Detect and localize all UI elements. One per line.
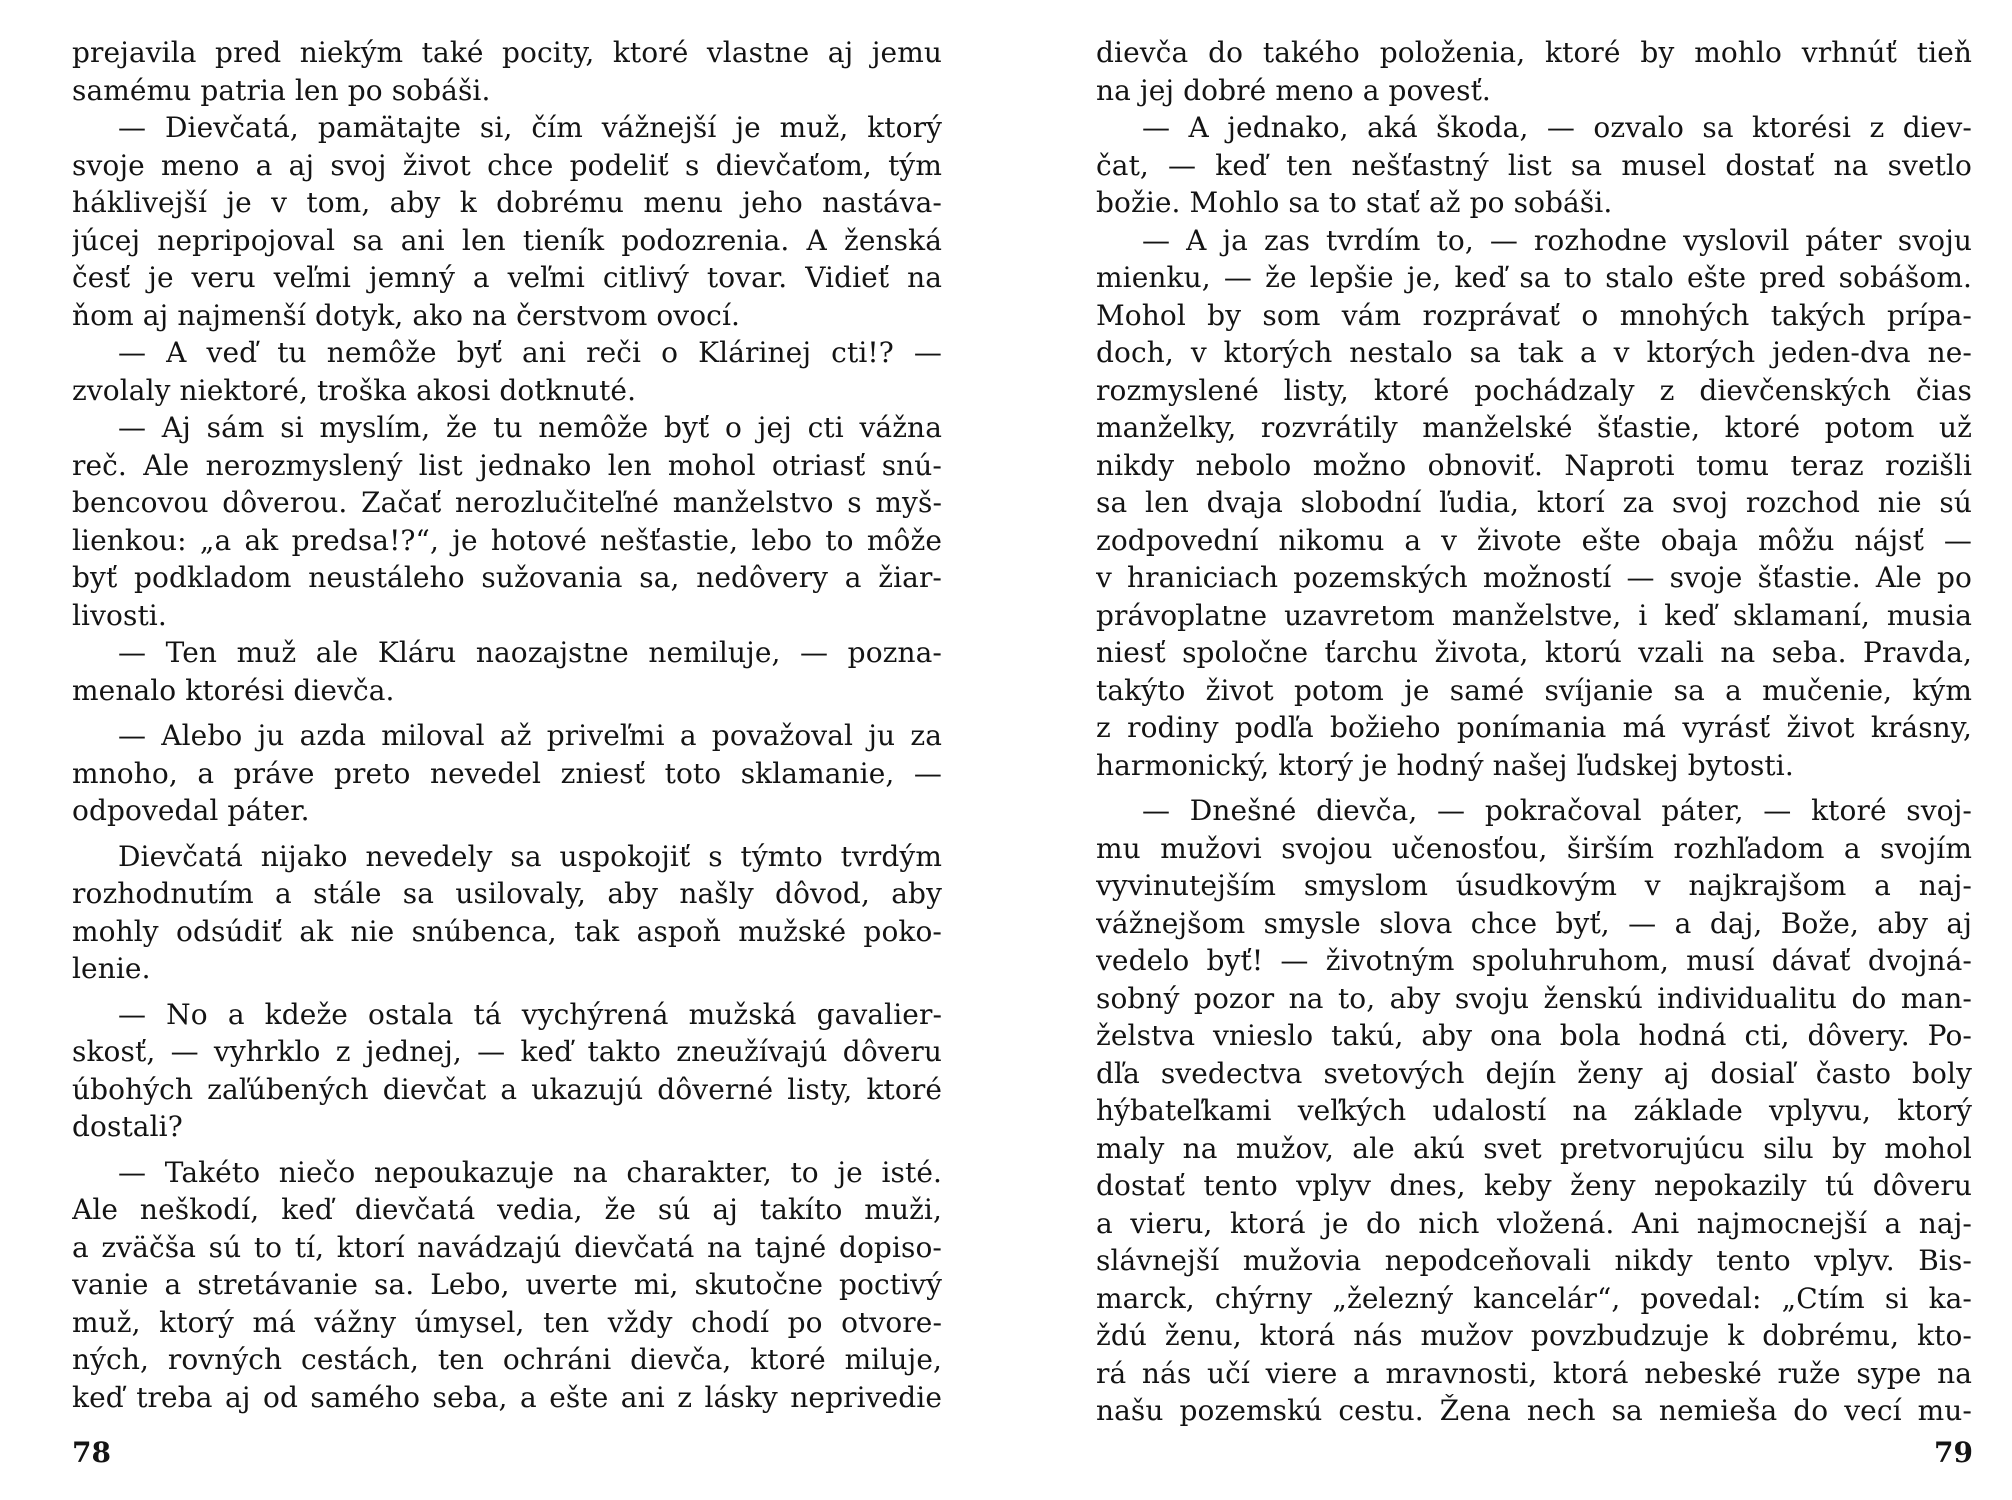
text-line: menalo ktorési dievča. xyxy=(72,673,395,707)
text-line: júcej nepripojoval sa ani len tieník podozrenia. A ženská xyxy=(72,223,942,257)
text-line: zvolaly niektoré, troška akosi dotknuté. xyxy=(72,373,637,407)
text-line: nikdy nebolo možno obnoviť. Naproti tomu teraz rozišli xyxy=(1096,448,1972,482)
text-line: keď treba aj od samého seba, a ešte ani z lásky neprivedie xyxy=(72,1380,942,1414)
text-line: odpovedal páter. xyxy=(72,794,310,827)
text-line: vanie a stretávanie sa. Lebo, uverte mi, skutočne poctivý xyxy=(72,1268,942,1301)
text-line: byť podkladom neustáleho sužovania sa, nedôvery a žiar- xyxy=(72,561,942,594)
page-number: 79 xyxy=(1934,1436,1973,1469)
text-line: — No a kdeže ostala tá vychýrená mužská gavalier- xyxy=(118,997,942,1031)
text-line: čat, — keď ten nešťastný list sa musel dostať na svetlo xyxy=(1096,148,1972,182)
text-line: želstva vnieslo takú, aby ona bola hodná cti, dôvery. Po- xyxy=(1096,1019,1972,1052)
text-line: a zväčša sú to tí, ktorí navádzajú dievčatá na tajné dopiso- xyxy=(72,1230,942,1264)
text-line: hýbateľkami veľkých udalostí na základe vplyvu, ktorý xyxy=(1096,1094,1972,1127)
text-line: dostať tento vplyv dnes, keby ženy nepokazily tú dôveru xyxy=(1096,1169,1972,1202)
text-line: Dievčatá nijako nevedely sa uspokojiť s týmto tvrdým xyxy=(118,839,942,873)
text-line: reč. Ale nerozmyslený list jednako len mohol otriasť snú- xyxy=(72,448,942,482)
left-page-text xyxy=(72,34,942,1416)
text-line: úbohých zaľúbených dievčat a ukazujú dôverné listy, ktoré xyxy=(72,1072,942,1106)
text-line: dievča do takého položenia, ktoré by mohlo vrhnúť tieň xyxy=(1096,36,1972,69)
text-line: na jej dobré meno a povesť. xyxy=(1096,73,1491,107)
text-line: mnoho, a práve preto nevedel zniesť toto sklamanie, — xyxy=(72,756,942,790)
text-line: božie. Mohlo sa to stať až po sobáši. xyxy=(1096,186,1613,219)
text-line: Mohol by som vám rozprávať o mnohých takých prípa- xyxy=(1096,298,1972,332)
text-line: marck, chýrny „železný kancelár“, povedal: „Ctím si ka- xyxy=(1096,1281,1972,1315)
text-line: mohly odsúdiť ak nie snúbenca, tak aspoň mužské poko- xyxy=(72,914,942,948)
text-line: lienkou: „a ak predsa!?“, je hotové nešťastie, lebo to môže xyxy=(72,523,942,557)
text-line: takýto život potom je samé svíjanie sa a mučenie, kým xyxy=(1096,673,1972,707)
page-number: 78 xyxy=(72,1436,111,1469)
text-line: harmonický, ktorý je hodný našej ľudskej bytosti. xyxy=(1096,748,1794,782)
text-line: rozmyslené listy, ktoré pochádzaly z dievčenských čias xyxy=(1096,373,1972,407)
text-line: maly na mužov, ale akú svet pretvorujúcu silu by mohol xyxy=(1096,1131,1972,1165)
text-line: rá nás učí viere a mravnosti, ktorá nebeské ruže sype na xyxy=(1096,1356,1972,1390)
text-line: livosti. xyxy=(72,598,167,632)
text-line: v hraniciach pozemských možností — svoje šťastie. Ale po xyxy=(1096,561,1972,594)
text-line: vyvinutejším smyslom úsudkovým v najkrajšom a naj- xyxy=(1096,869,1972,902)
text-line: česť je veru veľmi jemný a veľmi citlivý tovar. Vidieť na xyxy=(72,261,942,294)
text-line: slávnejší mužovia nepodceňovali nikdy tento vplyv. Bis- xyxy=(1096,1244,1972,1277)
text-line: — Aj sám si myslím, že tu nemôže byť o jej cti vážna xyxy=(118,411,942,444)
text-line: zodpovední nikomu a v živote ešte obaja môžu nájsť — xyxy=(1096,523,1972,557)
text-line: manželky, rozvrátily manželské šťastie, ktoré potom už xyxy=(1096,411,1972,444)
text-line: právoplatne uzavretom manželstve, i keď sklamaní, musia xyxy=(1096,598,1972,632)
text-line: sa len dvaja slobodní ľudia, ktorí za svoj rozchod nie sú xyxy=(1096,486,1972,519)
text-line: — Dnešné dievča, — pokračoval páter, — ktoré svoj- xyxy=(1142,794,1972,827)
text-line: ných, rovných cestách, ten ochráni dievča, ktoré miluje, xyxy=(72,1343,942,1376)
text-line: — Ten muž ale Kláru naozajstne nemiluje, — pozna- xyxy=(118,636,942,669)
text-line: prejavila pred niekým také pocity, ktoré vlastne aj jemu xyxy=(72,36,942,69)
text-line: — Dievčatá, pamätajte si, čím vážnejší je muž, ktorý xyxy=(118,111,942,144)
text-line: lenie. xyxy=(72,952,151,985)
text-line: skosť, — vyhrklo z jednej, — keď takto zneužívajú dôveru xyxy=(72,1035,942,1068)
text-line: svoje meno a aj svoj život chce podeliť s dievčaťom, tým xyxy=(72,148,942,182)
right-page-text xyxy=(1096,34,1972,1430)
text-line: ňom aj najmenší dotyk, ako na čerstvom ovocí. xyxy=(72,298,741,332)
text-line: sobný pozor na to, aby svoju ženskú individualitu do man- xyxy=(1096,981,1972,1015)
text-line: rozhodnutím a stále sa usilovaly, aby našly dôvod, aby xyxy=(72,877,942,910)
text-line: našu pozemskú cestu. Žena nech sa nemieša do vecí mu- xyxy=(1096,1394,1972,1427)
text-line: samému patria len po sobáši. xyxy=(72,73,491,107)
text-line: — Alebo ju azda miloval až priveľmi a považoval ju za xyxy=(118,719,942,752)
text-line: doch, v ktorých nestalo sa tak a v ktorých jeden-dva ne- xyxy=(1096,336,1972,369)
text-line: háklivejší je v tom, aby k dobrému menu jeho nastáva- xyxy=(72,186,942,219)
right-page xyxy=(1006,0,2012,1500)
text-line: niesť spoločne ťarchu života, ktorú vzali na seba. Pravda, xyxy=(1096,636,1972,669)
text-line: — A ja zas tvrdím to, — rozhodne vyslovil páter svoju xyxy=(1142,223,1972,257)
text-line: bencovou dôverou. Začať nerozlučiteľné manželstvo s myš- xyxy=(72,486,942,519)
text-line: Ale neškodí, keď dievčatá vedia, že sú aj takíto muži, xyxy=(72,1193,942,1226)
text-line: dostali? xyxy=(72,1110,183,1143)
text-line: z rodiny podľa božieho ponímania má vyrásť život krásny, xyxy=(1096,711,1972,744)
text-line: — A jednako, aká škoda, — ozvalo sa ktorési z diev- xyxy=(1142,111,1972,144)
text-line: mienku, — že lepšie je, keď sa to stalo ešte pred sobášom. xyxy=(1096,261,1972,294)
text-line: vážnejšom smysle slova chce byť, — a daj, Bože, aby aj xyxy=(1096,906,1972,940)
text-line: a vieru, ktorá je do nich vložená. Ani najmocnejší a naj- xyxy=(1096,1206,1972,1240)
text-line: mu mužovi svojou učenosťou, širším rozhľadom a svojím xyxy=(1096,831,1972,865)
text-line: vedelo byť! — životným spoluhruhom, musí dávať dvojná- xyxy=(1096,944,1972,977)
text-line: muž, ktorý má vážny úmysel, ten vždy chodí po otvore- xyxy=(72,1305,942,1339)
text-line: — A veď tu nemôže byť ani reči o Klárinej cti!? — xyxy=(118,336,942,369)
text-line: — Takéto niečo nepoukazuje na charakter, to je isté. xyxy=(118,1155,942,1189)
text-line: dľa svedectva svetových dejín ženy aj dosiaľ často boly xyxy=(1096,1056,1972,1090)
text-line: ždú ženu, ktorá nás mužov povzbudzuje k dobrému, kto- xyxy=(1096,1319,1972,1352)
